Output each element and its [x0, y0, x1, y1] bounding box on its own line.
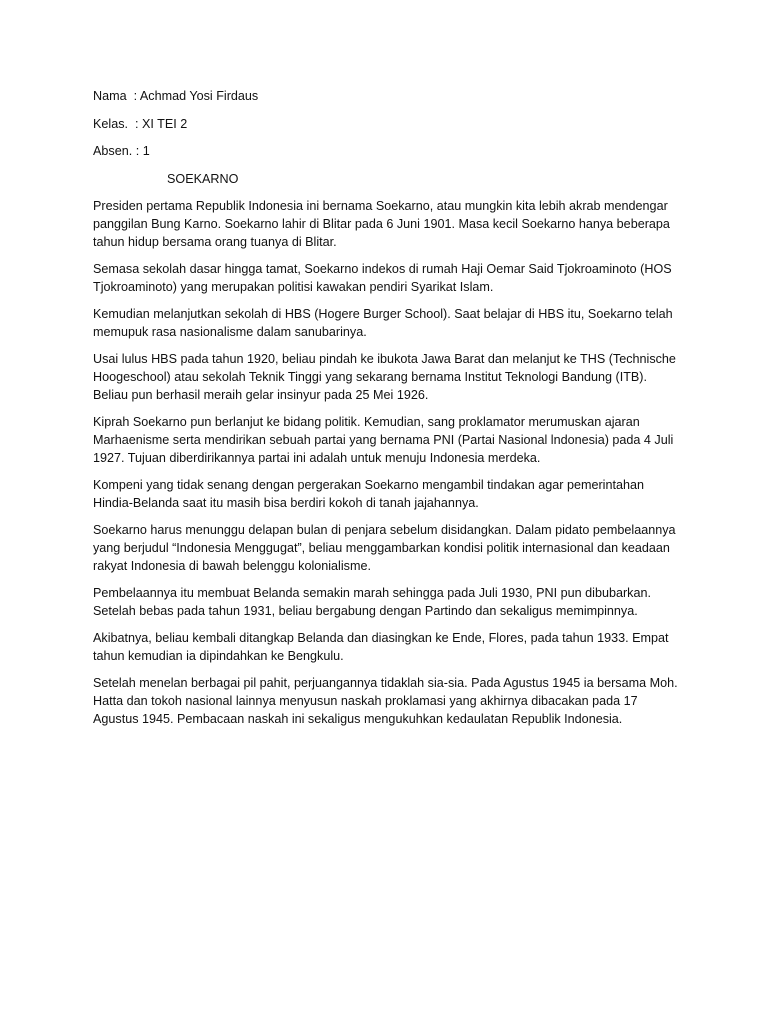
document-title: SOEKARNO — [167, 171, 239, 186]
paragraph: Usai lulus HBS pada tahun 1920, beliau pindah ke ibukota Jawa Barat dan melanjut ke THS (Technische Hoogeschool) atau sekolah Teknik Tinggi yang sekarang bernama Institut Teknologi Bandung (ITB). Beliau pun berhasil meraih gelar insinyur pada 25 Mei 1926. — [93, 351, 676, 402]
paragraph: Kiprah Soekarno pun berlanjut ke bidang politik. Kemudian, sang proklamator merumuskan ajaran Marhaenisme serta mendirikan sebuah partai yang bernama PNI (Partai Nasional lndonesia) pada 4 Juli 1927. Tujuan diberdirikannya partai ini adalah untuk menuju Indonesia merdeka. — [93, 414, 674, 465]
paragraph: Kemudian melanjutkan sekolah di HBS (Hogere Burger School). Saat belajar di HBS itu, Soekarno telah memupuk rasa nasionalisme dalam sanubarinya. — [93, 306, 673, 339]
paragraph: Setelah menelan berbagai pil pahit, perjuangannya tidaklah sia-sia. Pada Agustus 1945 ia bersama Moh. Hatta dan tokoh nasional lainnya menyusun naskah proklamasi yang akhirnya dibacakan pada 17 Agustus 1945. Pembacaan naskah ini sekaligus mengukuhkan kedaulatan Republik Indonesia. — [93, 675, 678, 726]
paragraph: Presiden pertama Republik Indonesia ini bernama Soekarno, atau mungkin kita lebih akrab mendengar panggilan Bung Karno. Soekarno lahir di Blitar pada 6 Juni 1901. Masa kecil Soekarno hanya beberapa tahun hidup bersama orang tuanya di Blitar. — [93, 198, 670, 249]
student-name-line: Nama : Achmad Yosi Firdaus — [93, 89, 259, 103]
paragraph: Semasa sekolah dasar hingga tamat, Soekarno indekos di rumah Haji Oemar Said Tjokroaminoto (HOS Tjokroaminoto) yang merupakan politisi kawakan pendiri Syarikat Islam. — [93, 261, 672, 294]
paragraph: Pembelaannya itu membuat Belanda semakin marah sehingga pada Juli 1930, PNI pun dibubarkan. Setelah bebas pada tahun 1931, beliau bergabung dengan Partindo dan sekaligus memimpinnya. — [93, 585, 651, 618]
document-body — [93, 87, 678, 737]
paragraph: Akibatnya, beliau kembali ditangkap Belanda dan diasingkan ke Ende, Flores, pada tahun 1933. Empat tahun kemudian ia dipindahkan ke Bengkulu. — [93, 630, 669, 663]
student-class-line: Kelas. : XI TEI 2 — [93, 116, 188, 131]
student-number-line: Absen. : 1 — [93, 144, 150, 158]
paragraph: Kompeni yang tidak senang dengan pergerakan Soekarno mengambil tindakan agar pemerintahan Hindia-Belanda saat itu masih bisa berdiri kokoh di tanah jajahannya. — [93, 477, 645, 510]
paragraph: Soekarno harus menunggu delapan bulan di penjara sebelum disidangkan. Dalam pidato pembelaannya yang berjudul “Indonesia Menggugat”, beliau menggambarkan kondisi politik internasional dan keadaan rakyat Indonesia di bawah belenggu kolonialisme. — [93, 522, 676, 573]
